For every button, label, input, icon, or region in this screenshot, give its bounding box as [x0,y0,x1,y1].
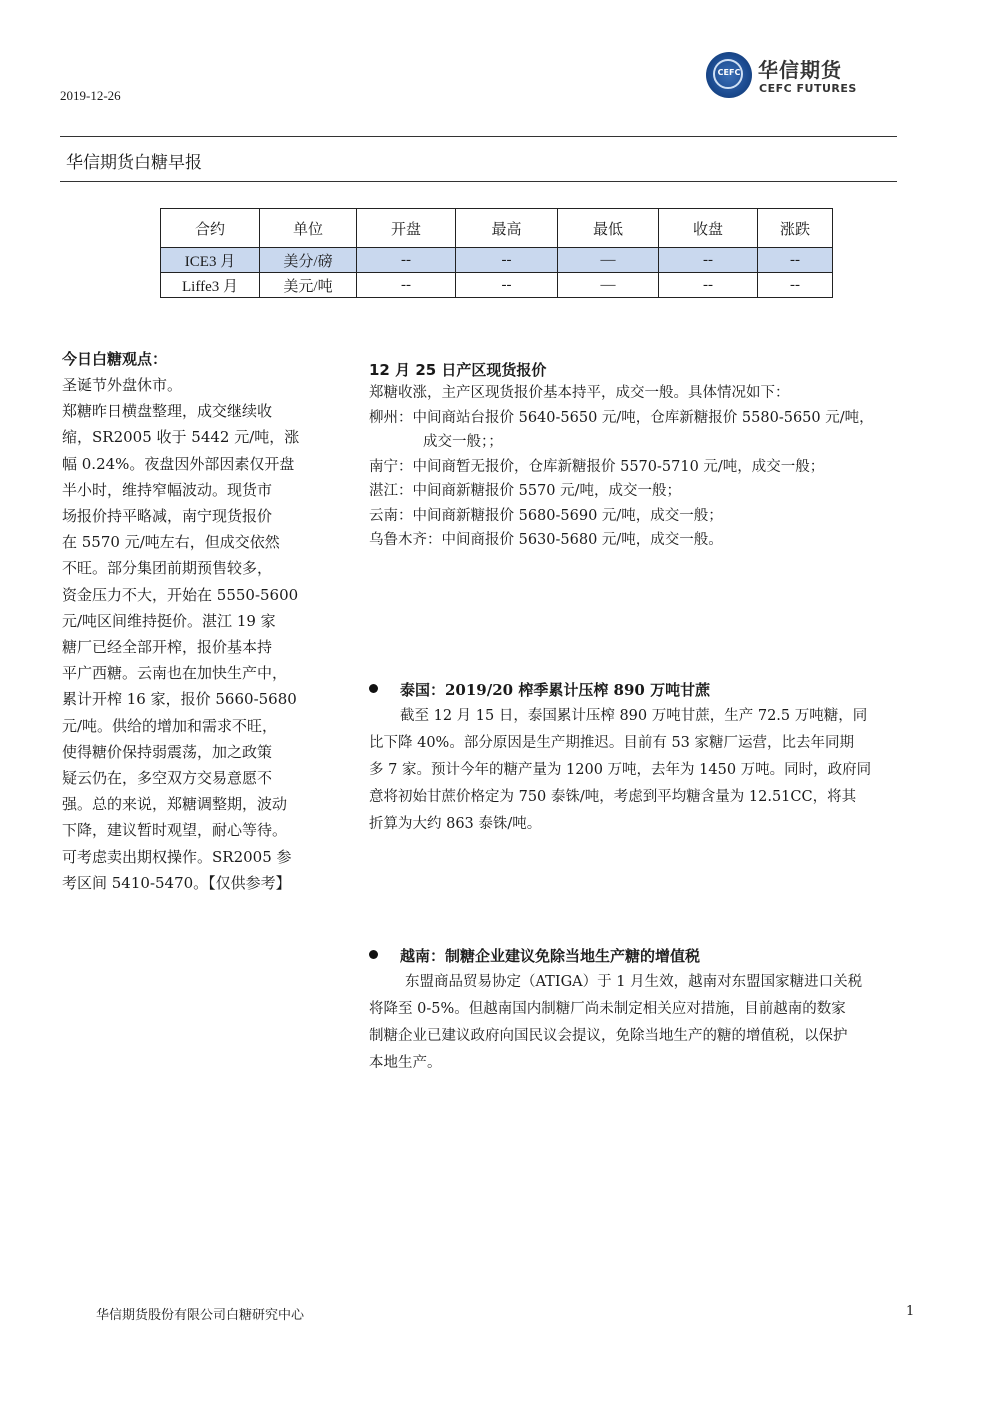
header-divider-top [60,136,897,137]
view-line: 糖厂已经全部开榨，报价基本持 [62,638,273,657]
sugar-view-body [62,372,312,896]
header-divider-bottom [60,181,897,182]
view-line: 半小时，维持窄幅波动。现货市 [62,480,273,499]
table-cell: -- [357,248,456,273]
table-cell: — [558,248,659,273]
spot-line: 湛江：中间商新糖报价 5570 元/吨，成交一般； [369,483,682,499]
report-title: 华信期货白糖早报 [66,153,202,173]
table-header-cell: 涨跌 [758,209,833,248]
news-line: 将降至 0-5%。但越南国内制糖厂尚未制定相关应对措施，目前越南的数家 [369,1001,846,1017]
table-header-cell: 最低 [558,209,659,248]
news-title-text: 泰国：2019/20 榨季累计压榨 890 万吨甘蔗 [400,681,711,699]
spot-line: 柳州：中间商站台报价 5640-5650 元/吨，仓库新糖报价 5580-5650 元/吨， [369,409,874,426]
report-date: 2019-12-26 [60,88,121,103]
view-line: 缩，SR2005 收于 5442 元/吨，涨 [62,428,300,447]
view-line: 可考虑卖出期权操作。SR2005 参 [62,847,292,866]
news-line: 意将初始甘蔗价格定为 750 泰铢/吨，考虑到平均糖含量为 12.51CC，将其 [369,789,857,805]
view-line: 元/吨区间维持挺价。湛江 19 家 [62,611,276,630]
view-line: 疑云仍在，多空双方交易意愿不 [62,769,273,788]
table-header-cell: 合约 [161,209,260,248]
spot-line: 南宁：中间商暂无报价，仓库新糖报价 5570-5710 元/吨，成交一般； [369,458,825,475]
news-title [369,677,941,703]
table-cell: -- [758,248,833,273]
logo-name-en: CEFC FUTURES [759,82,857,95]
view-line: 考区间 5410-5470。【仅供参考】 [62,873,291,892]
table-header-cell: 最高 [456,209,558,248]
news-item-thailand [369,677,941,838]
table-cell: -- [659,248,758,273]
spot-price-heading: 12 月 25 日产区现货报价 [369,361,547,379]
spot-price-section [369,359,941,553]
table-header-cell: 收盘 [659,209,758,248]
news-line: 截至 12 月 15 日，泰国累计压榨 890 万吨甘蔗，生产 72.5 万吨糖，同 [400,708,868,724]
news-body [369,703,941,838]
view-line: 强。总的来说，郑糖调整期，波动 [62,795,288,814]
table-cell: -- [456,273,558,298]
view-line: 资金压力不大，开始在 5550-5600 [62,585,299,604]
view-line: 郑糖昨日横盘整理，成交继续收 [62,402,273,421]
news-line: 比下降 40%。部分原因是生产期推迟。目前有 53 家糖厂运营，比去年同期 [369,735,855,751]
table-header-cell: 开盘 [357,209,456,248]
table-cell: -- [659,273,758,298]
table-row [161,273,833,298]
table-cell: -- [456,248,558,273]
news-line: 东盟商品贸易协定（ATIGA）于 1 月生效，越南对东盟国家糖进口关税 [405,974,863,990]
spot-line: 成交一般；； [423,434,503,450]
news-body [369,969,941,1077]
news-line: 制糖企业已建议政府向国民议会提议，免除当地生产的糖的增值税，以保护 [369,1028,848,1044]
spot-line: 云南：中间商新糖报价 5680-5690 元/吨，成交一般； [369,507,723,524]
view-line: 幅 0.24%。夜盘因外部因素仅开盘 [62,454,295,473]
sugar-view-heading: 今日白糖观点： [62,350,168,368]
footer-org: 华信期货股份有限公司白糖研究中心 [96,1308,305,1323]
table-cell: — [558,273,659,298]
table-row [161,248,833,273]
view-line: 使得糖价保持弱震荡，加之政策 [62,742,273,761]
table-header-row [161,209,833,248]
table-cell: Liffe3 月 [161,273,260,298]
logo-mark-text: CEFC [717,68,741,77]
company-logo [706,52,858,100]
sugar-view-section [62,346,312,896]
view-line: 平广西糖。云南也在加快生产中， [62,664,288,683]
news-line: 本地生产。 [369,1055,442,1071]
view-line: 圣诞节外盘休市。 [62,376,183,394]
news-title [369,943,941,969]
bullet-icon [369,950,378,959]
bullet-icon [369,684,378,693]
table-cell: -- [758,273,833,298]
page-number: 1 [906,1304,915,1319]
logo-name-cn: 华信期货 [758,58,842,82]
table-cell: -- [357,273,456,298]
news-line: 多 7 家。预计今年的糖产量为 1200 万吨，去年为 1450 万吨。同时，政府同 [369,762,872,778]
view-line: 场报价持平略减，南宁现货报价 [62,507,273,526]
spot-line: 乌鲁木齐：中间商报价 5630-5680 元/吨，成交一般。 [369,532,723,548]
cefc-globe-icon [706,52,752,98]
news-line: 折算为大约 863 泰铢/吨。 [369,816,542,832]
view-line: 下降，建议暂时观望，耐心等待。 [62,821,288,840]
quote-table [160,208,833,298]
news-item-vietnam [369,943,941,1077]
table-cell: ICE3 月 [161,248,260,273]
spot-intro: 郑糖收涨，主产区现货报价基本持平，成交一般。具体情况如下： [369,385,790,401]
view-line: 累计开榨 16 家，报价 5660-5680 [62,690,297,709]
view-line: 在 5570 元/吨左右，但成交依然 [62,533,280,552]
view-line: 元/吨。供给的增加和需求不旺， [62,716,278,735]
news-title-text: 越南：制糖企业建议免除当地生产糖的增值税 [400,947,701,965]
spot-price-body [369,381,941,553]
table-cell: 美分/磅 [260,248,357,273]
table-header-cell: 单位 [260,209,357,248]
table-cell: 美元/吨 [260,273,357,298]
view-line: 不旺。部分集团前期预售较多， [62,559,273,578]
